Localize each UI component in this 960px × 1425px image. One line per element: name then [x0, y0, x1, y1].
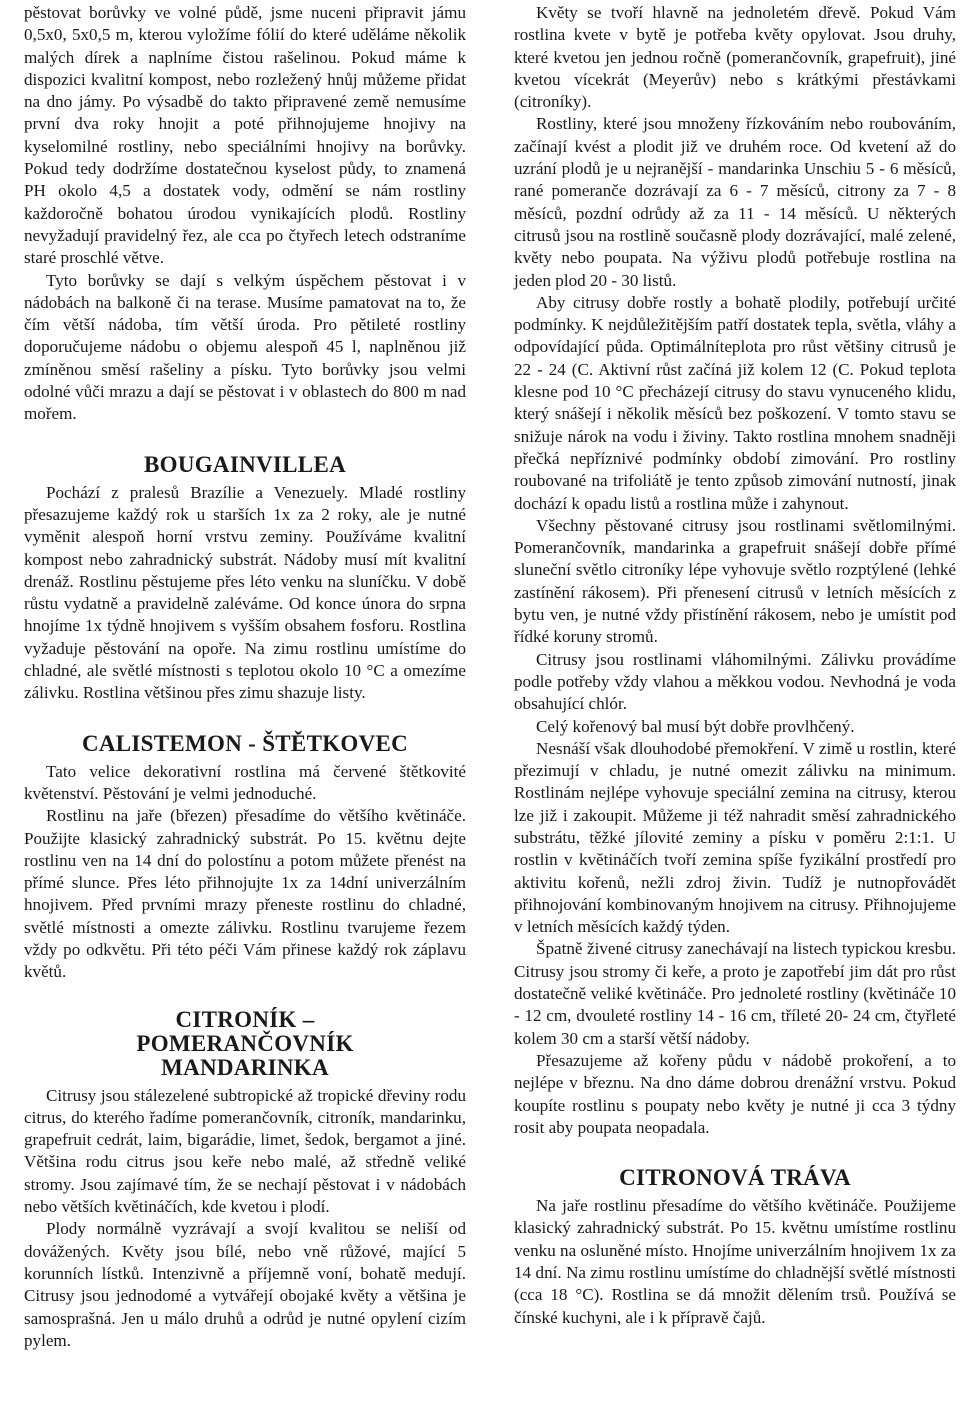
paragraph: Celý kořenový bal musí být dobře provlhčený. — [536, 716, 855, 736]
paragraph: Na jaře rostlinu přesadíme do většího květináče. Použijeme klasický zahradnický substrát. Po 15. květnu umístíme rostlinu venku na osluněné místo. Hnojíme univerzálním hnojivem 1x za 14 dní. Na zimu rostlinu umístíme do chladnější světlé místnosti (cca 18 °C). Rostlina se dá množit dělením trsů. Používá se čínské kuchyni, ale i k přípravě čajů. — [514, 1196, 956, 1327]
paragraph: Aby citrusy dobře rostly a bohatě plodily, potřebují určité podmínky. K nejdůležitějším patří dostatek tepla, světla, vláhy a odpovídající půda. Optimálníteplota pro růst většiny citrusů je 22 - 24 (C. Aktivní růst začíná již kolem 12 (C. Pokud teplota klesne pod 10 °C přecházejí citrusy do stavu vynuceného klidu, který snášejí i několik měsíců bez poškození. V tomto stavu se snižuje nárok na vodu i živiny. Takto rostlina mnohem snadněji přečká nepříznivé podmínky období zimování. Pro rostliny roubované na trifoliátě je tento způsob zimování nutností, jinak dochází k opadu listů a rostlina může i zahynout. — [514, 292, 956, 513]
heading-line: MANDARINKA — [161, 1054, 329, 1080]
paragraph: Tyto borůvky se dají s velkým úspěchem pěstovat i v nádobách na balkoně či na terase. Musíme pamatovat na to, že čím větší nádoba, tím větší úroda. Pro pětileté rostliny doporučujeme nádobu o objemu alespoň 45 l, naplněnou již zmíněnou směsí rašeliny a písku. Tyto borůvky jsou velmi odolné vůči mrazu a dají se pěstovat i v oblastech do 800 m nad mořem. — [24, 270, 466, 424]
paragraph: pěstovat borůvky ve volné půdě, jsme nuceni připravit jámu 0,5x0, 5x0,5 m, kterou vyložíme fólií do které uděláme několik malých dírek a naplníme čistou rašelinou. Pokud máme k dispozici kvalitní kompost, nebo rozležený hnůj můžeme přidat na dno jámy. Po výsadbě do takto připravené země nemusíme první dva roky hnojit a poté přihnojujeme hnojivy na kyselomilné rostliny, nebo speciálními hnojivy na borůvky. Pokud tedy dodržíme dostatečnou kyselost půdy, to znamená PH okolo 4,5 a dostatek vody, odmění se nám rostliny každoročně bohatou úrodou vynikajících plodů. Rostliny nevyžadují pravidelný řez, ale cca po čtyřech letech odstraníme staré proschlé větve. — [24, 3, 466, 268]
paragraph: Citrusy jsou rostlinami vláhomilnými. Zálivku provádíme podle potřeby vždy vlahou a měkkou vodou. Nevhodná je voda obsahující chlór. — [514, 649, 956, 714]
heading-citronova-trava: CITRONOVÁ TRÁVA — [619, 1165, 851, 1191]
heading-citronik — [24, 1008, 466, 1080]
paragraph: Tato velice dekorativní rostlina má červené štětkovité květenství. Pěstování je velmi jednoduché. — [24, 761, 466, 803]
right-column — [514, 2, 956, 1329]
heading-bougainvillea: BOUGAINVILLEA — [144, 451, 346, 477]
heading-line: POMERANČOVNÍK — [136, 1030, 354, 1056]
heading-calistemon: CALISTEMON - ŠTĚTKOVEC — [81, 730, 409, 756]
paragraph: Pochází z pralesů Brazílie a Venezuely. Mladé rostliny přesazujeme každý rok u starších 1x za 2 roky, ale je nutné vyměnit alespoň horní vrstvu zeminy. Používáme kvalitní kompost nebo zahradnický substrát. Nádoby musí mít kvalitní drenáž. Rostlinu pěstujeme přes léto venku na sluníčku. V době růstu vydatně a pravidelně zaléváme. Od konce února do srpna hnojíme 1x týdně hnojivem s vyšším obsahem fosforu. Rostlina vyžaduje pěstování na opoře. Na zimu rostlinu umístíme do chladné, ale světlé místnosti s teplotou okolo 10 °C a omezíme zálivku. Rostlina většinou přes zimu shazuje listy. — [24, 482, 466, 703]
paragraph: Špatně živené citrusy zanechávají na listech typickou kresbu. Citrusy jsou stromy či keře, a proto je zapotřebí jim dát pro růst dostatečně veliké květináče. Pro jednoleté rostliny (květináče 10 - 12 cm, dvouleté rostliny 14 - 16 cm, tříleté 20- 24 cm, čtyřleté kolem 30 cm a starší větší nádoby. — [514, 939, 956, 1048]
paragraph: Rostliny, které jsou množeny řízkováním nebo roubováním, začínají kvést a plodit již ve druhém roce. Od kvetení až do uzrání plodů je u nejranější - mandarinka Unschiu 5 - 6 měsíců, rané pomeranče dozrávají za 6 - 7 měsíců, citrony za 7 - 8 měsíců, pozdní odrůdy až za 11 - 14 měsíců. U některých citrusů jsou na rostlině současně plody dozrávající, malé zelené, květy nebo poupata. Na výživu plodů potřebuje rostlina na jeden plod 20 - 30 listů. — [514, 114, 956, 290]
paragraph: Rostlinu na jaře (březen) přesadíme do většího květináče. Použijte klasický zahradnický substrát. Po 15. květnu dejte rostlinu ven na 14 dní do polostínu a potom můžete přenést na přímé slunce. Přes léto přihnojujte 1x za 14dní univerzálním hnojivem. Před prvními mrazy přeneste rostlinu do chladné, světlé místnosti a omezte zálivku. Rostlinu tvarujeme řezem vždy po odkvětu. Při této péči Vám přinese každý rok záplavu květů. — [24, 806, 466, 982]
paragraph: Květy se tvoří hlavně na jednoletém dřevě. Pokud Vám rostlina kvete v bytě je potřeba květy opylovat. Jsou druhy, které kvetou jen jednou ročně (pomerančovník, grapefruit), jiné kvetou vícekrát (Meyerův) nebo s krátkými přestávkami (citroníky). — [514, 3, 956, 112]
paragraph: Plody normálně vyzrávají a svojí kvalitou se neliší od dovážených. Květy jsou bílé, nebo vně růžové, mající 5 korunních lístků. Intenzivně a příjemně voní, bohatě medují. Citrusy jsou jednodomé a vytvářejí obojaké květy a většina je samosprašná. Jen u málo druhů a odrůd je nutné opylení cizím pylem. — [24, 1219, 466, 1350]
left-column — [24, 2, 466, 1352]
paragraph: Nesnáší však dlouhodobé přemokření. V zimě u rostlin, které přezimují v chladu, je nutné omezit zálivku na minimum. Rostlinám nejlépe vyhovuje speciální zemina na citrusy, kterou lze již i zakoupit. Můžeme ji též nahradit směsí zahradnického substrátu, těžké jílovité zeminy a písku v poměru 2:1:1. U rostlin v květináčích tvoří zemina spíše fyzikální prostředí pro aktivitu kořenů, nežli zdroj živin. Tudíž je nutnopřovádět přihnojování kombinovaným hnojivem na citrusy. Přihnojujeme v letních měsících každý týden. — [514, 738, 956, 937]
paragraph: Všechny pěstované citrusy jsou rostlinami světlomilnými. Pomerančovník, mandarinka a grapefruit snášejí dobře přímé sluneční světlo citroníky lépe vyhovuje světlo rozptýlené (lehké zastínění rákosem). Při přenesení citrusů v letních měsících z bytu ven, je nutné vždy přistínění rákosem, nebo je umístit pod řídké koruny stromů. — [514, 515, 956, 647]
paragraph: Přesazujeme až kořeny půdu v nádobě prokoření, a to nejlépe v březnu. Na dno dáme dobrou drenážní vrstvu. Pokud koupíte rostlinu s poupaty nebo květy je nutné ji cca 3 týdny rosit aby poupata neopadala. — [514, 1050, 956, 1137]
paragraph: Citrusy jsou stálezelené subtropické až tropické dřeviny rodu citrus, do kterého řadíme pomerančovník, citroník, mandarinku, grapefruit cedrát, laim, bigarádie, limet, šedok, bergamot a jiné. Většina rodu citrus jsou keře nebo malé, až středně veliké stromy. Jsou zajímavé tím, že se nechají pěstovat i v nádobách nebo větších květináčích, kde kvetou i plodí. — [24, 1085, 466, 1217]
heading-line: CITRONÍK – — [175, 1006, 315, 1032]
